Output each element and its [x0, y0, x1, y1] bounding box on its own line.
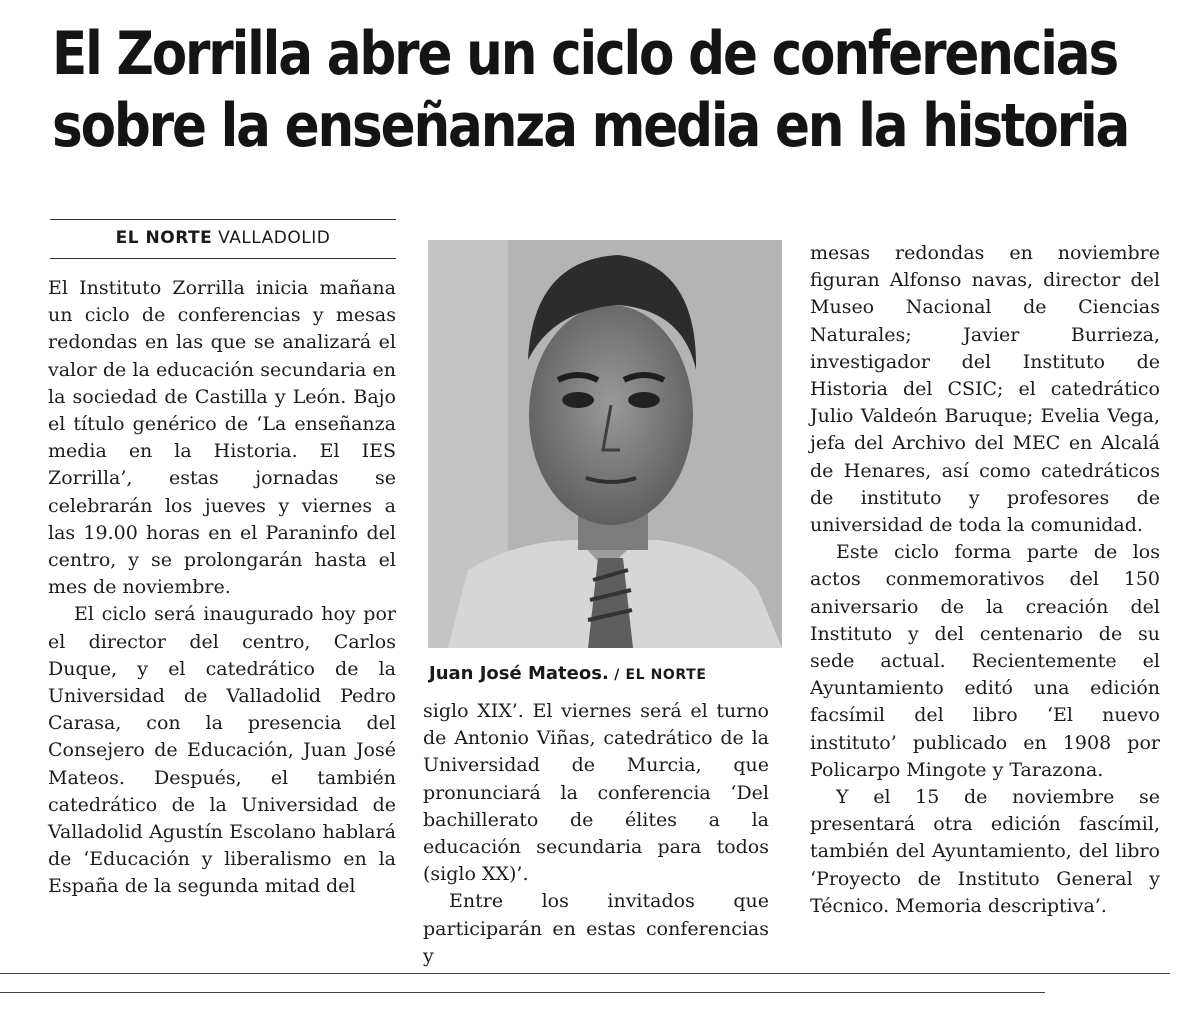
byline [50, 219, 396, 259]
byline-place: VALLADOLID [218, 228, 331, 248]
article-column-1 [48, 275, 396, 901]
headline-line-1: El Zorrilla abre un ciclo de conferencias [52, 19, 1118, 89]
portrait-photo [428, 240, 782, 648]
paragraph-guests: Entre los invitados que participarán en estas conferencias y [423, 890, 769, 967]
paragraph-guests-continued: mesas redondas en noviembre figuran Alfonso navas, director del Museo Nacional de Ciencias Naturales; Javier Burrieza, investigador del Instituto de Historia del CSIC; el catedrático Julio Valdeón Baruque; Evelia Vega, jefa del Archivo del MEC en Alcalá de Henares, así como catedráticos de instituto y profesores de universidad de toda la comunidad. [810, 242, 1160, 537]
paragraph-anniversary: Este ciclo forma parte de los actos conmemorativos del 150 aniversario de la creación del Instituto y del centenario de su sede actual. Recientemente el Ayuntamiento editó una edición facsímil del libro ‘El nuevo instituto’ publicado en 1908 por Policarpo Mingote y Tarazona. [810, 541, 1160, 781]
headline [52, 18, 1129, 162]
bottom-rule-2 [0, 992, 1045, 993]
caption-name: Juan José Mateos. [429, 663, 609, 684]
paragraph-inauguration: El ciclo será inaugurado hoy por el director del centro, Carlos Duque, y el catedrático de la Universidad de Valladolid Pedro Carasa, con la presencia del Consejero de Educación, Juan José Mateos. Después, el también catedrático de la Universidad de Valladolid Agustín Escolano hablará de ‘Educación y liberalismo en la España de la segunda mitad del [48, 603, 396, 898]
portrait-illustration [428, 240, 782, 648]
paragraph-continued: siglo XIX’. El viernes será el turno de Antonio Viñas, catedrático de la Universidad de Murcia, que pronunciará la conferencia ‘Del bachillerato de élites a la educación secundaria para todos (siglo XX)’. [423, 700, 769, 886]
paragraph-facsimile: Y el 15 de noviembre se presentará otra edición fascímil, también del Ayuntamiento, del libro ‘Proyecto de Instituto General y Técnico. Memoria descriptiva’. [810, 786, 1160, 917]
byline-source: EL NORTE [115, 228, 213, 248]
photo-caption [429, 663, 789, 686]
article-column-3 [810, 240, 1160, 920]
caption-credit: / EL NORTE [608, 667, 707, 683]
article-column-2 [423, 698, 769, 970]
paragraph-intro: El Instituto Zorrilla inicia mañana un ciclo de conferencias y mesas redondas en las que se analizará el valor de la educación secundaria en la sociedad de Castilla y León. Bajo el título genérico de ‘La enseñanza media en la Historia. El IES Zorrilla’, estas jornadas se celebrarán los jueves y viernes a las 19.00 horas en el Paraninfo del centro, y se prolongarán hasta el mes de noviembre. [48, 277, 396, 599]
headline-line-2: sobre la enseñanza media en la historia [52, 91, 1129, 161]
bottom-rule-1 [0, 973, 1170, 974]
